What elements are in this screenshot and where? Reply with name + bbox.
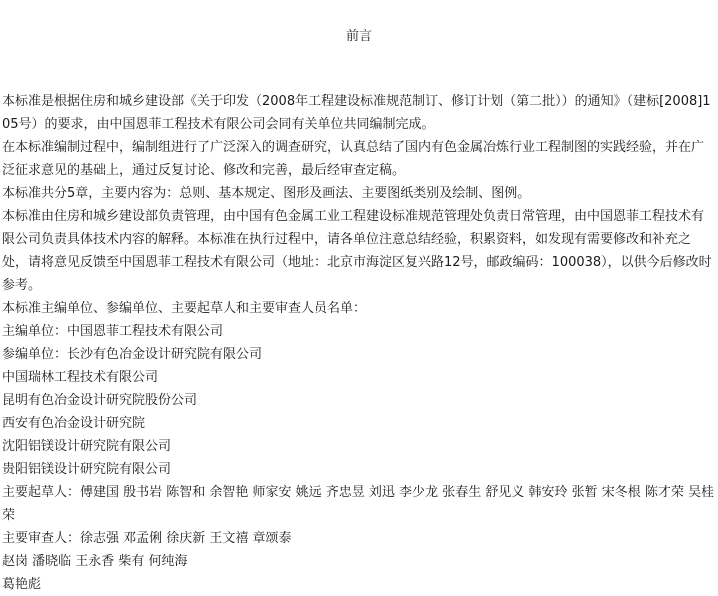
paragraph-chief-unit: 主编单位：中国恩菲工程技术有限公司 [2,324,224,339]
paragraph-unit-xian: 西安有色冶金设计研究院 [2,416,146,431]
document-title: 前言 [345,29,372,44]
paragraph-reviewers-cont: 赵岗 潘晓临 王永香 柴有 何纯海 [2,554,188,569]
paragraph-list-intro: 本标准主编单位、参编单位、主要起草人和主要审查人员名单： [2,301,367,316]
paragraph-management: 本标准由住房和城乡建设部负责管理，由中国有色金属工业工程建设标准规范管理处负责日常管理，由中国恩菲工程技术有限公司负责具体技术内容的解释。本标准在执行过程中，请各单位注意总结经验，积累资料，如发现有需要修改和补充之处，请将意见反馈至中国恩菲工程技术有限公司（地址：北京市海淀区复兴路12号，邮政编码：100038），以供今后修改时参考。 [2,209,712,293]
paragraph-compilation-process: 在本标准编制过程中，编制组进行了广泛深入的调查研究，认真总结了国内有色金属冶炼行业工程制图的实践经验，并在广泛征求意见的基础上，通过反复讨论、修改和完善，最后经审查定稿。 [2,140,705,178]
paragraph-chapters: 本标准共分5章，主要内容为：总则、基本规定、图形及画法、主要图纸类别及绘制、图例。 [2,186,531,201]
paragraph-drafters: 主要起草人：傅建国 殷书岩 陈智和 余智艳 师家安 姚远 齐忠昱 刘迅 李少龙 张春生 舒见义 韩安玲 张暂 宋冬根 陈才荣 吴桂荣 [2,485,714,523]
paragraph-unit-guiyang: 贵阳铝镁设计研究院有限公司 [2,462,172,477]
paragraph-participating-unit: 参编单位：长沙有色冶金设计研究院有限公司 [2,347,263,362]
document-body [2,90,716,596]
paragraph-compilation-basis: 本标准是根据住房和城乡建设部《关于印发（2008年工程建设标准规范制订、修订计划（第二批））的通知》（建标[2008]105号）的要求，由中国恩菲工程技术有限公司会同有关单位共同编制完成。 [2,94,711,132]
paragraph-unit-kunming: 昆明有色冶金设计研究院股份公司 [2,393,198,408]
paragraph-unit-ruilin: 中国瑞林工程技术有限公司 [2,370,159,385]
paragraph-reviewers: 主要审查人：徐志强 邓孟俐 徐庆新 王文禧 章颂泰 [2,531,292,546]
paragraph-unit-shenyang: 沈阳铝镁设计研究院有限公司 [2,439,172,454]
paragraph-reviewers-last: 葛艳彪 [2,577,42,592]
